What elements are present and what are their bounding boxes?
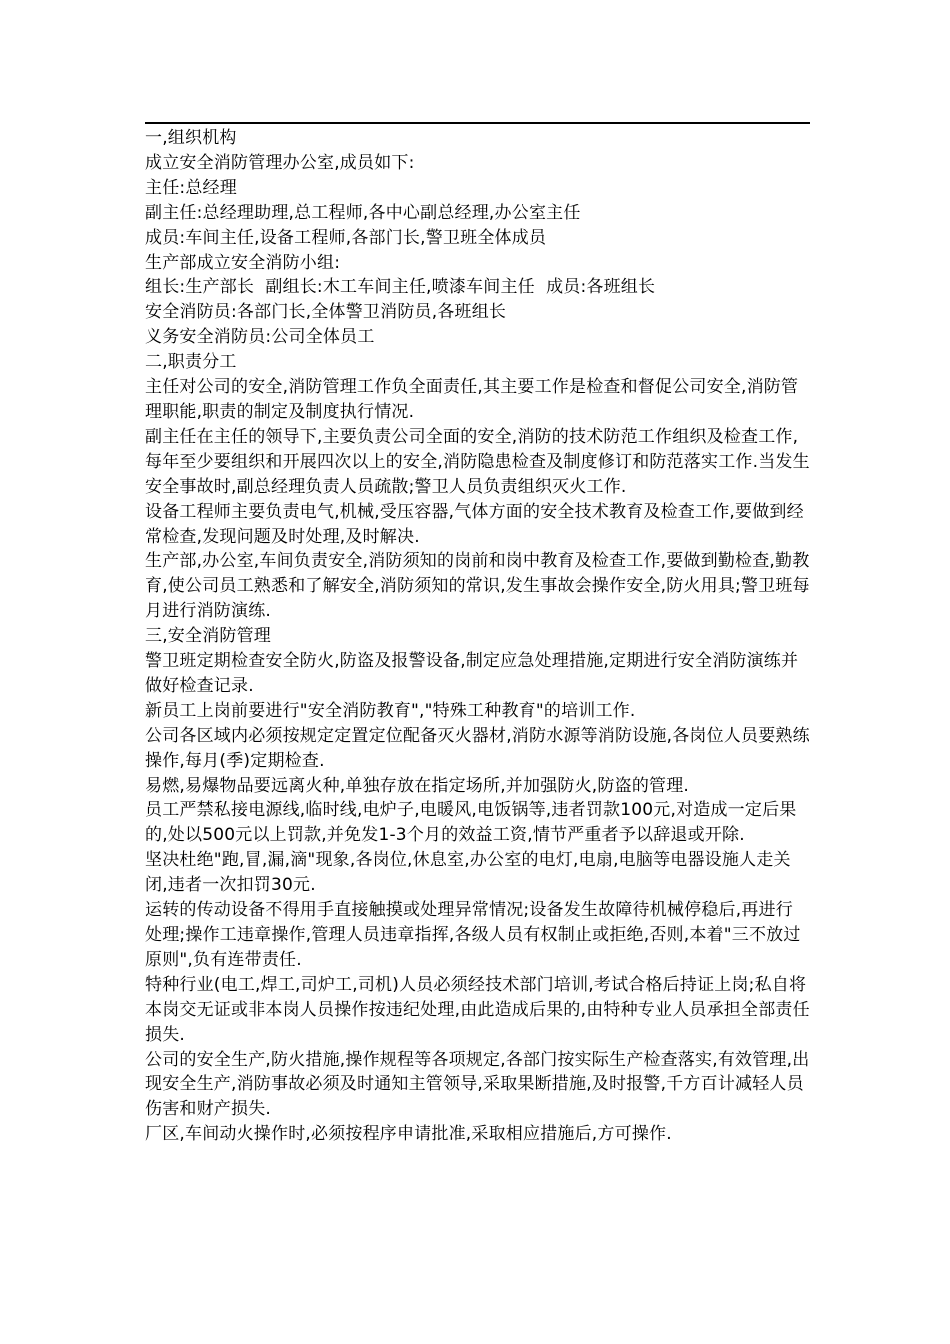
section-heading-organization: 一,组织机构: [145, 128, 237, 148]
paragraph: 易燃,易爆物品要远离火种,单独存放在指定场所,并加强防火,防盗的管理.: [145, 775, 690, 796]
paragraph: 成立安全消防管理办公室,成员如下:: [145, 152, 415, 173]
document-page: [145, 100, 810, 1147]
document-body: [145, 126, 810, 1147]
section-heading-responsibilities: 二,职责分工: [145, 352, 237, 373]
paragraph: 运转的传动设备不得用手直接触摸或处理异常情况;设备发生故障待机械停稳后,再进行处理;操作工违章操作,管理人员违章指挥,各级人员有权制止或拒绝,否则,本着"三不放过原则",负有连带责任.: [145, 900, 801, 970]
paragraph: 成员:车间主任,设备工程师,各部门长,警卫班全体成员: [145, 227, 547, 248]
paragraph: 义务安全消防员:公司全体员工: [145, 327, 375, 348]
paragraph: 特种行业(电工,焊工,司炉工,司机)人员必须经技术部门培训,考试合格后持证上岗;私自将本岗交无证或非本岗人员操作按违纪处理,由此造成后果的,由特种专业人员承担全部责任损失.: [145, 974, 810, 1045]
paragraph: 员工严禁私接电源线,临时线,电炉子,电暖风,电饭锅等,违者罚款100元,对造成一定后果的,处以500元以上罚款,并免发1-3个月的效益工资,情节严重者予以辞退或开除.: [145, 800, 797, 846]
section-heading-safety-management: 三,安全消防管理: [145, 626, 272, 647]
paragraph: 警卫班定期检查安全防火,防盗及报警设备,制定应急处理措施,定期进行安全消防演练并做好检查记录.: [145, 651, 799, 696]
paragraph: 副主任在主任的领导下,主要负责公司全面的安全,消防的技术防范工作组织及检查工作,每年至少要组织和开展四次以上的安全,消防隐患检查及制度修订和防范落实工作.当发生安全事故时,副总经理负责人员疏散;警卫人员负责组织灭火工作.: [145, 426, 810, 497]
paragraph: 生产部成立安全消防小组:: [145, 252, 341, 273]
header-rule: [145, 122, 810, 124]
paragraph: 厂区,车间动火操作时,必须按程序申请批准,采取相应措施后,方可操作.: [145, 1124, 672, 1145]
paragraph: 主任:总经理: [145, 177, 237, 198]
paragraph: 公司各区域内必须按规定定置定位配备灭火器材,消防水源等消防设施,各岗位人员要熟练操作,每月(季)定期检查.: [145, 725, 810, 771]
paragraph: 设备工程师主要负责电气,机械,受压容器,气体方面的安全技术教育及检查工作,要做到经常检查,发现问题及时处理,及时解决.: [145, 501, 804, 547]
paragraph: 坚决杜绝"跑,冒,漏,滴"现象,各岗位,休息室,办公室的电灯,电扇,电脑等电器设施人走关闭,违者一次扣罚30元.: [145, 850, 791, 896]
paragraph: 组长:生产部长 副组长:木工车间主任,喷漆车间主任 成员:各班组长: [145, 277, 656, 298]
paragraph: 新员工上岗前要进行"安全消防教育","特殊工种教育"的培训工作.: [145, 700, 636, 721]
paragraph: 安全消防员:各部门长,全体警卫消防员,各班组长: [145, 302, 507, 323]
paragraph: 主任对公司的安全,消防管理工作负全面责任,其主要工作是检查和督促公司安全,消防管理职能,职责的制定及制度执行情况.: [145, 377, 799, 422]
paragraph: 副主任:总经理助理,总工程师,各中心副总经理,办公室主任: [145, 202, 581, 223]
paragraph: 生产部,办公室,车间负责安全,消防须知的岗前和岗中教育及检查工作,要做到勤检查,勤教育,使公司员工熟悉和了解安全,消防须知的常识,发生事故会操作安全,防火用具;警卫班每月进行消防演练.: [145, 551, 810, 622]
paragraph: 公司的安全生产,防火措施,操作规程等各项规定,各部门按实际生产检查落实,有效管理,出现安全生产,消防事故必须及时通知主管领导,采取果断措施,及时报警,千方百计减轻人员伤害和财产损失.: [145, 1049, 810, 1120]
